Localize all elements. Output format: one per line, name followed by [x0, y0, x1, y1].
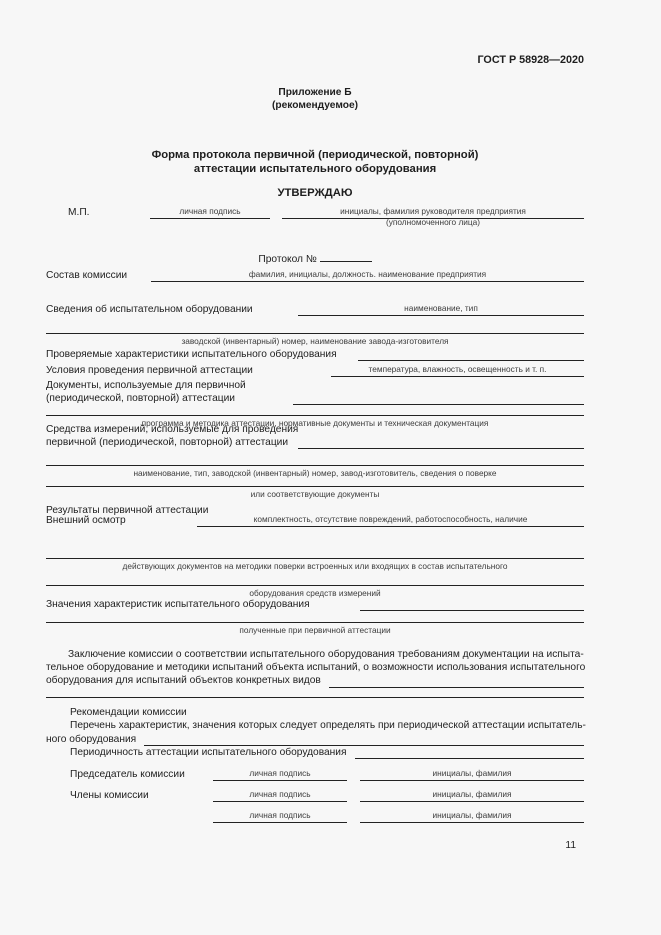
conclusion-line2: тельное оборудование и методики испытаний объекта испытаний, о возможности использования испытательного — [46, 662, 586, 674]
recommendations-blank-line — [144, 733, 584, 746]
conclusion-line3-row — [46, 674, 584, 687]
conditions-label: Условия проведения первичной аттестации — [46, 365, 253, 376]
chairman-name-line — [360, 766, 584, 781]
instruments-blank-line — [298, 434, 584, 449]
approver-name-caption — [282, 206, 584, 227]
periodicity-blank-line — [355, 746, 584, 759]
continuation-line — [46, 558, 584, 559]
equipment-info-label: Сведения об испытательном оборудовании — [46, 304, 253, 315]
recommendations-heading: Рекомендации комиссии — [70, 707, 187, 718]
standard-number: ГОСТ Р 58928—2020 — [477, 54, 584, 66]
or-documents-caption: или соответствующие документы — [250, 489, 380, 499]
conclusion-blank-line — [329, 675, 584, 688]
values-label: Значения характеристик испытательного оборудования — [46, 599, 310, 610]
personal-signature-caption: личная подпись — [249, 789, 311, 799]
chairman-signature-line — [213, 766, 347, 781]
factory-number-caption: заводской (инвентарный) номер, наименование завода-изготовителя — [181, 336, 449, 346]
continuation-line — [46, 622, 584, 623]
appendix-note: (рекомендуемое) — [271, 100, 359, 111]
instruments-label-line2: первичной (периодической, повторной) аттестации — [46, 436, 289, 448]
documents-caption: программа и методика аттестации, нормативные документы и техническая документация — [141, 418, 489, 428]
form-title-line1: Форма протокола первичной (периодической, повторной) — [151, 149, 479, 161]
chairman-label: Председатель комиссии — [70, 769, 185, 780]
members-label: Члены комиссии — [70, 790, 149, 801]
equipment-info-field — [46, 301, 584, 316]
conclusion-line1: Заключение комиссии о соответствии испытательного оборудования требованиям документации на испыта- — [68, 649, 584, 660]
form-title-line2: аттестации испытательного оборудования — [193, 163, 437, 175]
documents-field — [46, 380, 584, 405]
initials-surname-caption: инициалы, фамилия — [432, 810, 512, 820]
member-signature-row — [46, 787, 584, 802]
personal-signature-caption: личная подпись — [179, 206, 241, 216]
name-type-caption: наименование, тип — [404, 303, 478, 313]
continuation-line — [46, 585, 584, 586]
head-initials-caption: инициалы, фамилия руководителя предприятия — [340, 206, 526, 216]
results-heading: Результаты первичной аттестации — [46, 505, 209, 516]
member-signature-line — [213, 787, 347, 802]
periodicity-field — [46, 746, 584, 759]
documents-blank-line — [293, 390, 584, 405]
continuation-line — [46, 333, 584, 334]
conclusion-line3: оборудования для испытаний объектов конкретных видов — [46, 675, 321, 687]
commission-caption: фамилия, инициалы, должность. наименование предприятия — [248, 269, 487, 279]
visual-inspection-label: Внешний осмотр — [46, 515, 126, 526]
protocol-number-blank — [320, 250, 372, 262]
commission-blank-line — [151, 267, 584, 282]
approver-signature-line — [150, 204, 270, 219]
form-title — [46, 148, 584, 176]
recommendations-line2: ного оборудования — [46, 734, 137, 745]
equipment-info-blank-line — [298, 301, 584, 316]
instruments-field — [46, 424, 584, 449]
characteristics-label: Проверяемые характеристики испытательного оборудования — [46, 349, 337, 360]
conditions-field — [46, 362, 584, 377]
characteristics-field — [46, 346, 584, 361]
periodicity-label: Периодичность аттестации испытательного оборудования — [70, 747, 347, 758]
visual-inspection-blank-line — [197, 512, 584, 527]
instruments-label-line1: Средства измерений, используемые для проведения — [46, 424, 299, 435]
page-number: 11 — [565, 840, 576, 851]
obtained-caption: полученные при первичной аттестации — [239, 625, 391, 635]
documents-label-line1: Документы, используемые для первичной — [46, 380, 246, 391]
instruments-label — [46, 424, 298, 449]
visual-inspection-field — [46, 512, 584, 527]
recommendations-line2-row — [46, 733, 584, 746]
initials-surname-caption: инициалы, фамилия — [432, 768, 512, 778]
member-signature-row — [46, 808, 584, 823]
continuation-line — [46, 486, 584, 487]
personal-signature-caption: личная подпись — [249, 768, 311, 778]
member-signature-line — [213, 808, 347, 823]
protocol-number-label: Протокол № — [258, 254, 317, 265]
protocol-number-row — [46, 250, 584, 266]
appendix-label: Приложение Б — [278, 87, 352, 98]
member-name-line — [360, 787, 584, 802]
commission-field — [46, 267, 584, 282]
equipment-mi-caption: оборудования средств измерений — [249, 588, 381, 598]
appendix-heading — [46, 86, 584, 112]
inspection-caption: комплектность, отсутствие повреждений, работоспособность, наличие — [253, 514, 528, 524]
continuation-line — [46, 415, 584, 416]
conditions-blank-line — [331, 362, 584, 377]
characteristics-blank-line — [358, 346, 584, 361]
initials-surname-caption: инициалы, фамилия — [432, 789, 512, 799]
values-field — [46, 596, 584, 611]
values-blank-line — [360, 596, 584, 611]
continuation-line — [46, 697, 584, 698]
member-name-line — [360, 808, 584, 823]
approve-heading: УТВЕРЖДАЮ — [277, 187, 353, 199]
valid-documents-caption: действующих документов на методики поверки встроенных или входящих в состав испытательного — [122, 561, 508, 571]
chairman-signature-row — [46, 766, 584, 781]
approver-name-line — [282, 204, 584, 227]
personal-signature-caption: личная подпись — [249, 810, 311, 820]
recommendations-line1: Перечень характеристик, значения которых следует определять при периодической аттестации испытатель- — [70, 720, 586, 731]
instruments-caption: наименование, тип, заводской (инвентарный) номер, завод-изготовитель, сведения о поверке — [133, 468, 497, 478]
stamp-place-label: М.П. — [68, 207, 90, 218]
continuation-line — [46, 465, 584, 466]
documents-label — [46, 380, 246, 405]
conclusion-paragraph — [46, 648, 584, 688]
documents-label-line2: (периодической, повторной) аттестации — [46, 392, 235, 404]
authorized-person-caption: (уполномоченного лица) — [385, 216, 481, 227]
commission-label: Состав комиссии — [46, 270, 128, 281]
approval-signature-row — [46, 204, 584, 227]
conditions-caption: температура, влажность, освещенность и т. п. — [368, 364, 547, 374]
